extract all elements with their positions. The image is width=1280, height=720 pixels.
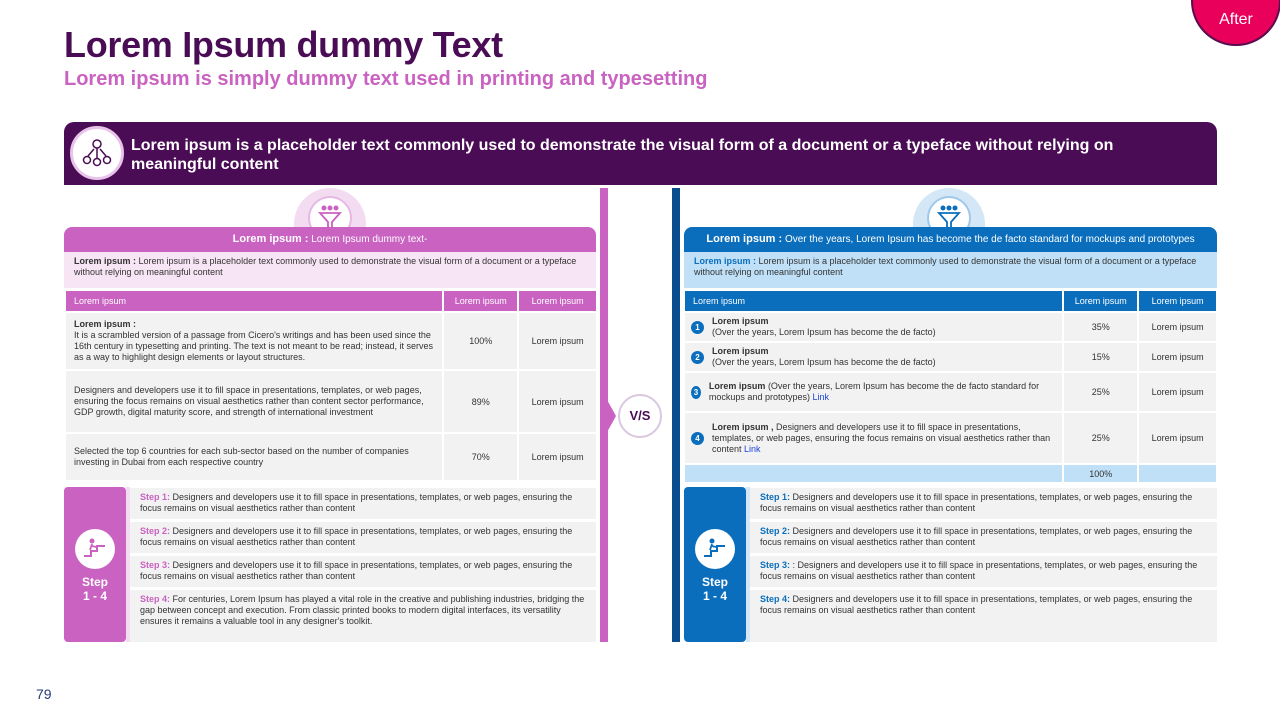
right-icon-tab: [913, 188, 985, 232]
total-pct: 100%: [1063, 464, 1138, 483]
step-label: Step 2:: [140, 526, 171, 536]
row-number: 3: [691, 386, 701, 399]
table-row: [684, 312, 1217, 342]
right-step-side: [684, 487, 746, 642]
right-desc-bold: Lorem ipsum :: [694, 256, 757, 266]
row-pct: 35%: [1063, 312, 1138, 342]
row-value: Lorem ipsum: [518, 370, 597, 433]
row-pct: 25%: [1063, 412, 1138, 464]
row-value: Lorem ipsum: [1138, 342, 1217, 372]
step-item: [750, 556, 1217, 587]
banner-text: Lorem ipsum is a placeholder text commonly used to demonstrate the visual form of a document or a typeface without relying on meaningful content: [131, 137, 1114, 173]
step-text: Designers and developers use it to fill space in presentations, templates, or web pages, ensuring the focus remains on visual aesthetics rather than content: [760, 526, 1193, 547]
row-value: Lorem ipsum: [1138, 372, 1217, 412]
step-item: [750, 488, 1217, 519]
row-value: Lorem ipsum: [518, 312, 597, 370]
right-col-header: Lorem ipsum: [684, 290, 1063, 312]
step-item: [750, 590, 1217, 642]
row-pct: 25%: [1063, 372, 1138, 412]
step-text: Designers and developers use it to fill space in presentations, templates, or web pages, ensuring the focus remains on visual aesthetics rather than content: [760, 492, 1193, 513]
step-label: Step 2:: [760, 526, 791, 536]
row-number: 4: [691, 432, 704, 445]
left-header-text: Lorem Ipsum dummy text-: [308, 234, 428, 245]
table-row: [65, 312, 597, 370]
page-title: Lorem Ipsum dummy Text: [64, 24, 503, 65]
right-header: [684, 227, 1217, 252]
step-text: Designers and developers use it to fill space in presentations, templates, or web pages, ensuring the focus remains on visual aesthetics rather than content: [140, 560, 573, 581]
left-step-side: [64, 487, 126, 642]
step-label: Step 4:: [760, 594, 791, 604]
row-value: Lorem ipsum: [518, 433, 597, 481]
stairs-climb-icon: [695, 529, 735, 569]
row-text: Selected the top 6 countries for each sub-sector based on the number of companies investing in Dubai from each respective country: [65, 433, 443, 481]
row-title: Lorem ipsum ,: [712, 421, 774, 432]
right-divider: [672, 188, 680, 642]
row-text: (Over the years, Lorem Ipsum has become the de facto standard for mockups and prototypes): [708, 381, 1040, 402]
total-row: [684, 464, 1217, 483]
right-col-header: Lorem ipsum: [1063, 290, 1138, 312]
step-label: Step: [701, 575, 728, 589]
step-label: Step 3:: [140, 560, 171, 570]
left-desc-bold: Lorem ipsum :: [74, 256, 137, 266]
page-subtitle: Lorem ipsum is simply dummy text used in printing and typesetting: [64, 68, 708, 90]
row-title: Lorem ipsum: [708, 381, 766, 391]
table-row: [684, 342, 1217, 372]
step-range: 1 - 4: [702, 589, 727, 603]
row-pct: 70%: [443, 433, 518, 481]
network-people-icon: [70, 126, 124, 180]
row-title: Lorem ipsum: [712, 316, 769, 326]
row-number: 1: [691, 321, 704, 334]
left-col-header: Lorem ipsum: [443, 290, 518, 312]
step-item: [130, 522, 596, 553]
right-description: [684, 252, 1217, 288]
row-title: Lorem ipsum :: [74, 319, 137, 329]
row-text: It is a scrambled version of a passage from Cicero's writings and has been used since the 16th century in typesetting and printing. The text is not meant to be read; instead, it serves as a way to highlight design elements or layout structures.: [74, 330, 434, 362]
step-range: 1 - 4: [82, 589, 107, 603]
table-row: [65, 433, 597, 481]
step-label: Step 4:: [140, 594, 171, 604]
vs-badge: V/S: [618, 394, 662, 438]
step-item: [750, 522, 1217, 553]
row-text: Designers and developers use it to fill space in presentations, templates, or web pages, ensuring the focus remains on visual aesthetics rather than content sector performance, GDP growth, digital maturity score, and strength of international investment: [65, 370, 443, 433]
table-row: [684, 412, 1217, 464]
row-text: (Over the years, Lorem Ipsum has become the de facto): [712, 357, 936, 367]
step-label: Step 3:: [760, 560, 791, 570]
right-desc-text: Lorem ipsum is a placeholder text commonly used to demonstrate the visual form of a document or a typeface without relying on meaningful content: [694, 256, 1197, 277]
right-table: [683, 289, 1218, 484]
row-text: Designers and developers use it to fill space in presentations, templates, or web pages, ensuring the focus remains on visual aesthetics rather than content: [712, 421, 1051, 454]
step-item: [130, 488, 596, 519]
row-title: Lorem ipsum: [712, 346, 769, 356]
row-pct: 100%: [443, 312, 518, 370]
after-badge: After: [1191, 0, 1280, 46]
row-link[interactable]: Link: [812, 392, 829, 402]
left-col-header: Lorem ipsum: [518, 290, 597, 312]
row-pct: 89%: [443, 370, 518, 433]
row-value: Lorem ipsum: [1138, 312, 1217, 342]
left-header-bold: Lorem ipsum :: [232, 233, 309, 245]
row-number: 2: [691, 351, 704, 364]
step-text: For centuries, Lorem Ipsum has played a vital role in the creative and publishing industries, bridging the gap between concept and execution. From classic printed books to modern digital interfaces, its versatility ensures it remains a valuable tool in any designer's toolkit.: [140, 594, 585, 626]
page-number: 79: [36, 686, 52, 702]
row-text: (Over the years, Lorem Ipsum has become the de facto): [712, 327, 936, 337]
right-header-bold: Lorem ipsum :: [706, 233, 783, 245]
step-text: Designers and developers use it to fill space in presentations, templates, or web pages, ensuring the focus remains on visual aesthetics rather than content: [760, 594, 1193, 615]
left-header: [64, 227, 596, 252]
left-table: [64, 289, 598, 482]
right-header-text: Over the years, Lorem Ipsum has become the de facto standard for mockups and prototypes: [782, 234, 1195, 245]
step-label: Step 1:: [760, 492, 791, 502]
step-text: : Designers and developers use it to fill space in presentations, templates, or web pages, ensuring the focus remains on visual aesthetics rather than content: [760, 560, 1198, 581]
table-row: [65, 370, 597, 433]
row-pct: 15%: [1063, 342, 1138, 372]
step-item: [130, 556, 596, 587]
step-label: Step: [81, 575, 108, 589]
left-description: [64, 252, 596, 288]
step-text: Designers and developers use it to fill space in presentations, templates, or web pages, ensuring the focus remains on visual aesthetics rather than content: [140, 526, 573, 547]
step-text: Designers and developers use it to fill space in presentations, templates, or web pages, ensuring the focus remains on visual aesthetics rather than content: [140, 492, 573, 513]
left-desc-text: Lorem ipsum is a placeholder text commonly used to demonstrate the visual form of a document or a typeface without relying on meaningful content: [74, 256, 577, 277]
step-item: [130, 590, 596, 642]
right-col-header: Lorem ipsum: [1138, 290, 1217, 312]
row-link[interactable]: Link: [744, 443, 761, 454]
left-icon-tab: [294, 188, 366, 232]
stairs-climb-icon: [75, 529, 115, 569]
step-label: Step 1:: [140, 492, 171, 502]
left-col-header: Lorem ipsum: [65, 290, 443, 312]
table-row: [684, 372, 1217, 412]
row-value: Lorem ipsum: [1138, 412, 1217, 464]
